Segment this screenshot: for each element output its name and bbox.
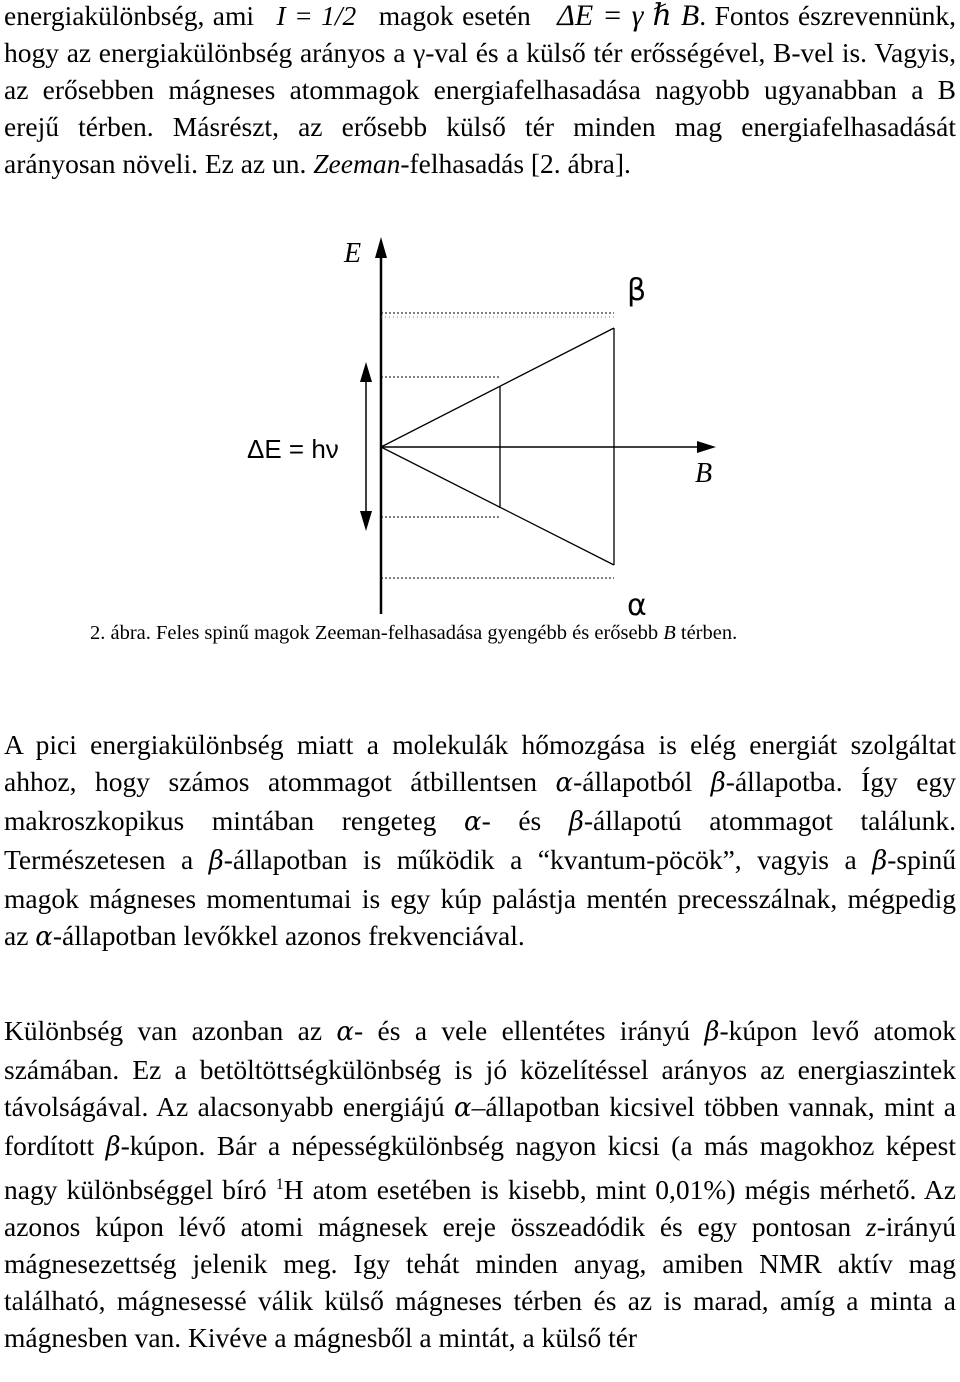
intro-line1: energiakülönbség, ami [4,0,255,31]
formula-delta-e: ΔE = γ ℏ B [557,0,700,32]
label-alpha: α [627,588,647,623]
p2-text-7: -spinű magok mágneses momentumai is egy kúp palástja mentén precesszálnak, mégpedig az [4,844,956,951]
intro-tail: -felhasadás [2. ábra]. [400,148,631,179]
p2-beta-4: β [872,846,888,876]
p2-text-4: - és [481,805,569,836]
p3-alpha-1: α [336,1017,354,1047]
paragraph-3 [4,1012,956,1356]
p2-alpha-2: α [464,807,482,837]
delta-e-arrow-top [360,362,372,382]
label-delta-e: ΔE = hν [247,434,339,464]
p3-text-2: - és a vele ellentétes irányú [353,1015,705,1046]
caption-text: 2. ábra. Feles spinű magok Zeeman-felhasadása gyengébb és erősebb [90,622,664,644]
p3-text-1: Különbség van azonban az [4,1015,337,1046]
label-beta: β [627,273,647,308]
p3-z: z [865,1211,877,1243]
p2-text-3: -állapotba. Így egy makroszkopikus mintában rengeteg [4,766,956,836]
p2-text-6: -állapotban is működik a “kvantum-pöcök”, vagyis a [223,844,873,875]
alpha-level-line [381,447,614,565]
p2-beta-2: β [568,807,584,837]
p3-text-5: -kúpon. Bár a népességkülönbség nagyon kicsi (a más magokhoz képest nagy különbséggel bíró [4,1130,956,1206]
intro-rest: észrevennünk, hogy az energiakülönbség arányos a γ-val és a külső tér erősségével, B-vel is. Vagyis, az erősebben mágneses atommagok energiafelhasadása nagyobb ugyanabban a B erejű térben. Másrészt, az erősebb külső tér minden mag energiafelhasadását arányosan növeli. Ez az un. [4,0,957,179]
p2-beta-1: β [710,768,726,798]
paragraph-2 [4,726,956,956]
p2-text-8: -állapotban levőkkel azonos frekvenciával. [52,920,525,951]
intro-line1b: magok esetén [378,0,531,31]
zeeman-word: Zeeman [313,148,401,179]
delta-e-arrow-bottom [360,511,372,531]
caption-b: B [663,622,676,644]
p2-text-5: -állapotú atommagot találunk. Természetesen a [4,805,956,875]
p3-superscript-1: 1 [275,1176,284,1193]
zeeman-figure [0,0,960,640]
p3-alpha-2: α [454,1093,472,1123]
label-b: B [695,458,713,489]
label-e: E [344,238,362,269]
p2-alpha-3: α [35,922,53,952]
beta-level-line [381,328,614,447]
field-axis-arrowhead [697,441,716,453]
energy-axis-arrowhead [375,237,387,258]
p3-beta-1: β [704,1017,720,1047]
caption-end: térben. [675,622,738,644]
p3-text-6: H atom esetében is kisebb, mint 0,01%) mégis mérhető. Az azonos kúpon lévő atomi mágnesek ereje összeadódik és egy pontosan [4,1174,956,1243]
p3-text-7: -irányú mágnesezettség jelenik meg. Igy tehát minden anyag, amiben NMR aktív mag található, mágnesessé válik külső mágneses térben és az is marad, amíg a minta a mágnesben van. Kivéve a mágnesből a mintát, a külső tér [4,1211,956,1354]
formula-i-half: I = 1/2 [276,0,357,31]
figure-caption [90,622,737,645]
p2-text-2: -állapotból [573,766,711,797]
p3-beta-2: β [105,1132,121,1162]
p3-text-3: -kúpon levő atomok számában. Ez a betöltöttségkülönbség is jó közelítéssel arányos az energiaszintek távolságával. Az alacsonyabb energiájú [4,1015,956,1122]
p2-text-1: A pici energiakülönbség miatt a molekulák hőmozgása is elég energiát szolgáltat ahhoz, hogy számos atommagot átbillentsen [4,729,956,797]
intro-line1c: . Fontos [699,0,790,31]
p2-beta-3: β [208,846,224,876]
p2-alpha-1: α [555,768,574,798]
p3-text-4: –állapotban kicsivel többen vannak, mint a fordított [4,1091,956,1161]
